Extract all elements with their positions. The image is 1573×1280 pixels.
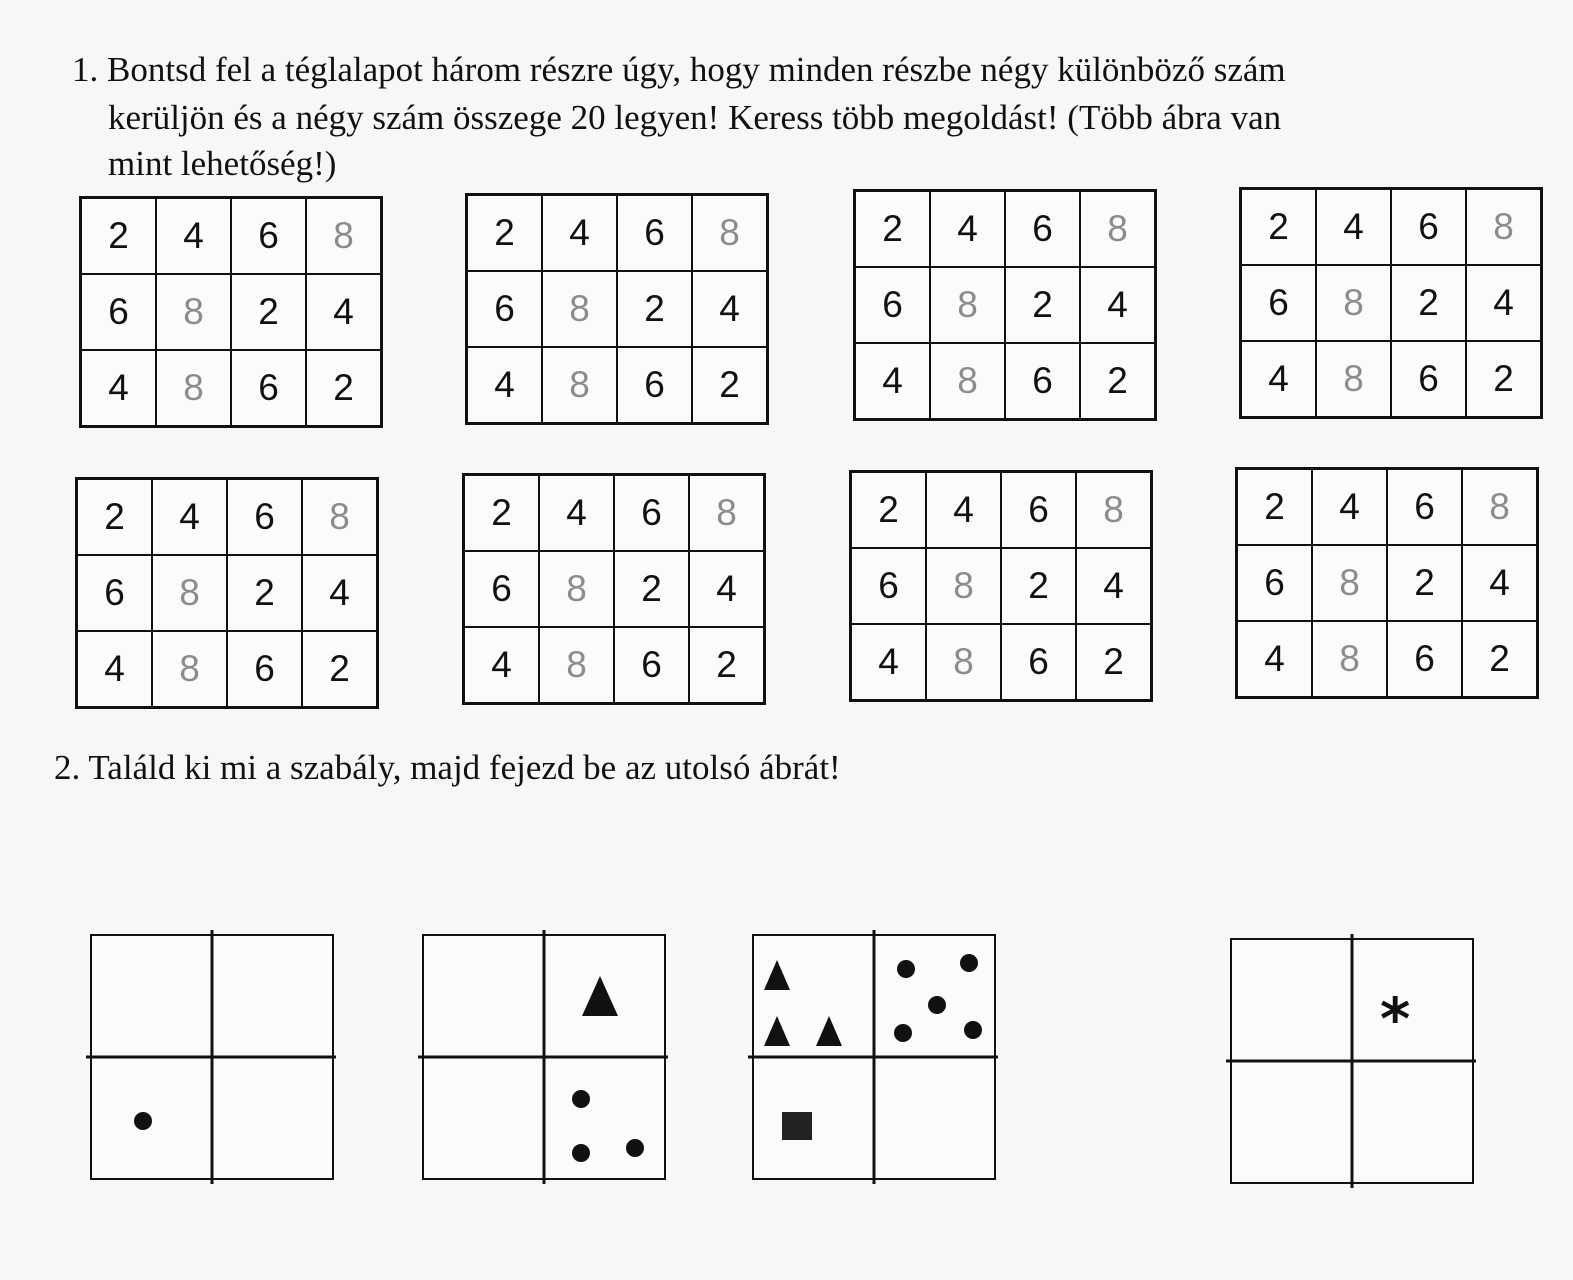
grid-cell: 6 bbox=[1391, 189, 1466, 265]
grid-cell: 2 bbox=[306, 350, 381, 426]
grid-cell: 2 bbox=[1005, 267, 1080, 343]
grid-cell: 6 bbox=[227, 479, 302, 555]
grid-cell: 8 bbox=[926, 548, 1001, 624]
dot-icon bbox=[928, 996, 946, 1014]
grid-cell: 6 bbox=[617, 195, 692, 271]
grid-cell: 8 bbox=[1462, 469, 1537, 545]
task2-text: 2. Találd ki mi a szabály, majd fejezd be az utolsó ábrát! bbox=[54, 748, 841, 787]
number-grid-5[interactable] bbox=[75, 477, 379, 709]
grid-cell: 8 bbox=[539, 551, 614, 627]
grid-cell: 2 bbox=[81, 198, 156, 274]
axis-horizontal bbox=[418, 1056, 668, 1059]
grid-cell: 8 bbox=[542, 347, 617, 423]
grid-cell: 4 bbox=[467, 347, 542, 423]
number-grid-8[interactable] bbox=[1235, 467, 1539, 699]
grid-cell: 6 bbox=[464, 551, 539, 627]
grid-cell: 4 bbox=[689, 551, 764, 627]
figure-1 bbox=[90, 934, 334, 1180]
grid-cell: 4 bbox=[81, 350, 156, 426]
grid-cell: 8 bbox=[1466, 189, 1541, 265]
grid-cell: 2 bbox=[1466, 341, 1541, 417]
dot-icon bbox=[897, 960, 915, 978]
grid-cell: 6 bbox=[81, 274, 156, 350]
grid-cell: 2 bbox=[689, 627, 764, 703]
grid-cell: 2 bbox=[464, 475, 539, 551]
grid-cell: 2 bbox=[231, 274, 306, 350]
grid-cell: 2 bbox=[855, 191, 930, 267]
task1-text-line1: 1. Bontsd fel a téglalapot három részre úgy, hogy minden részbe négy különböző szám bbox=[72, 50, 1286, 89]
grid-cell: 2 bbox=[1391, 265, 1466, 341]
grid-cell: 8 bbox=[152, 631, 227, 707]
grid-cell: 4 bbox=[926, 472, 1001, 548]
dot-icon bbox=[572, 1090, 590, 1108]
asterisk-icon: * bbox=[1380, 985, 1411, 1053]
grid-cell: 4 bbox=[855, 343, 930, 419]
number-grid-6[interactable] bbox=[462, 473, 766, 705]
grid-cell: 2 bbox=[692, 347, 767, 423]
grid-cell: 6 bbox=[1387, 469, 1462, 545]
grid-cell: 4 bbox=[152, 479, 227, 555]
grid-cell: 8 bbox=[689, 475, 764, 551]
grid-cell: 6 bbox=[1005, 343, 1080, 419]
grid-cell: 8 bbox=[1312, 621, 1387, 697]
grid-cell: 4 bbox=[306, 274, 381, 350]
grid-cell: 4 bbox=[1237, 621, 1312, 697]
triangle-icon bbox=[764, 960, 790, 990]
grid-cell: 2 bbox=[302, 631, 377, 707]
grid-cell: 6 bbox=[1001, 472, 1076, 548]
grid-cell: 8 bbox=[930, 267, 1005, 343]
grid-cell: 4 bbox=[692, 271, 767, 347]
grid-cell: 2 bbox=[1241, 189, 1316, 265]
grid-cell: 6 bbox=[1001, 624, 1076, 700]
grid-cell: 6 bbox=[1391, 341, 1466, 417]
figure-4 bbox=[1230, 938, 1474, 1184]
grid-cell: 4 bbox=[1076, 548, 1151, 624]
grid-cell: 8 bbox=[1316, 341, 1391, 417]
grid-cell: 6 bbox=[855, 267, 930, 343]
grid-cell: 4 bbox=[1312, 469, 1387, 545]
grid-cell: 4 bbox=[1316, 189, 1391, 265]
number-grid-3[interactable] bbox=[853, 189, 1157, 421]
task1-text-line3: mint lehetőség!) bbox=[108, 144, 337, 183]
square-icon bbox=[782, 1112, 812, 1140]
grid-cell: 8 bbox=[302, 479, 377, 555]
grid-cell: 6 bbox=[1241, 265, 1316, 341]
axis-horizontal bbox=[748, 1056, 998, 1059]
grid-cell: 2 bbox=[1001, 548, 1076, 624]
grid-cell: 4 bbox=[851, 624, 926, 700]
grid-cell: 2 bbox=[1080, 343, 1155, 419]
grid-cell: 8 bbox=[930, 343, 1005, 419]
grid-cell: 4 bbox=[1466, 265, 1541, 341]
grid-cell: 2 bbox=[851, 472, 926, 548]
dot-icon bbox=[572, 1144, 590, 1162]
grid-cell: 2 bbox=[1076, 624, 1151, 700]
grid-cell: 4 bbox=[930, 191, 1005, 267]
grid-cell: 2 bbox=[614, 551, 689, 627]
grid-cell: 8 bbox=[1080, 191, 1155, 267]
grid-cell: 2 bbox=[77, 479, 152, 555]
grid-cell: 6 bbox=[851, 548, 926, 624]
grid-cell: 8 bbox=[539, 627, 614, 703]
dot-icon bbox=[960, 954, 978, 972]
grid-cell: 2 bbox=[1387, 545, 1462, 621]
grid-cell: 2 bbox=[1462, 621, 1537, 697]
grid-cell: 4 bbox=[77, 631, 152, 707]
grid-cell: 8 bbox=[1316, 265, 1391, 341]
grid-cell: 6 bbox=[227, 631, 302, 707]
triangle-icon bbox=[582, 976, 618, 1016]
task1-text-line2: kerüljön és a négy szám összege 20 legyen! Keress több megoldást! (Több ábra van bbox=[108, 98, 1282, 137]
grid-cell: 4 bbox=[539, 475, 614, 551]
grid-cell: 6 bbox=[467, 271, 542, 347]
grid-cell: 4 bbox=[1080, 267, 1155, 343]
grid-cell: 4 bbox=[1462, 545, 1537, 621]
number-grid-1[interactable] bbox=[79, 196, 383, 428]
grid-cell: 8 bbox=[306, 198, 381, 274]
grid-cell: 8 bbox=[926, 624, 1001, 700]
grid-cell: 6 bbox=[1387, 621, 1462, 697]
figure-2 bbox=[422, 934, 666, 1180]
grid-cell: 8 bbox=[1076, 472, 1151, 548]
dot-icon bbox=[894, 1024, 912, 1042]
grid-cell: 4 bbox=[542, 195, 617, 271]
dot-icon bbox=[134, 1112, 152, 1130]
grid-cell: 8 bbox=[1312, 545, 1387, 621]
grid-cell: 4 bbox=[302, 555, 377, 631]
triangle-icon bbox=[816, 1016, 842, 1046]
number-grid-2[interactable] bbox=[465, 193, 769, 425]
dot-icon bbox=[626, 1139, 644, 1157]
grid-cell: 6 bbox=[617, 347, 692, 423]
figure-3 bbox=[752, 934, 996, 1180]
grid-cell: 2 bbox=[1237, 469, 1312, 545]
grid-cell: 6 bbox=[77, 555, 152, 631]
grid-cell: 6 bbox=[614, 475, 689, 551]
grid-cell: 4 bbox=[156, 198, 231, 274]
axis-horizontal bbox=[1226, 1060, 1476, 1063]
grid-cell: 6 bbox=[231, 350, 306, 426]
grid-cell: 6 bbox=[231, 198, 306, 274]
grid-cell: 6 bbox=[1005, 191, 1080, 267]
grid-cell: 2 bbox=[467, 195, 542, 271]
grid-cell: 6 bbox=[614, 627, 689, 703]
grid-cell: 8 bbox=[156, 350, 231, 426]
grid-cell: 2 bbox=[617, 271, 692, 347]
grid-cell: 4 bbox=[464, 627, 539, 703]
number-grid-7[interactable] bbox=[849, 470, 1153, 702]
grid-cell: 8 bbox=[156, 274, 231, 350]
grid-cell: 6 bbox=[1237, 545, 1312, 621]
grid-cell: 8 bbox=[152, 555, 227, 631]
axis-horizontal bbox=[86, 1056, 336, 1059]
grid-cell: 8 bbox=[692, 195, 767, 271]
dot-icon bbox=[964, 1021, 982, 1039]
grid-cell: 2 bbox=[227, 555, 302, 631]
grid-cell: 8 bbox=[542, 271, 617, 347]
grid-cell: 4 bbox=[1241, 341, 1316, 417]
number-grid-4[interactable] bbox=[1239, 187, 1543, 419]
triangle-icon bbox=[764, 1016, 790, 1046]
